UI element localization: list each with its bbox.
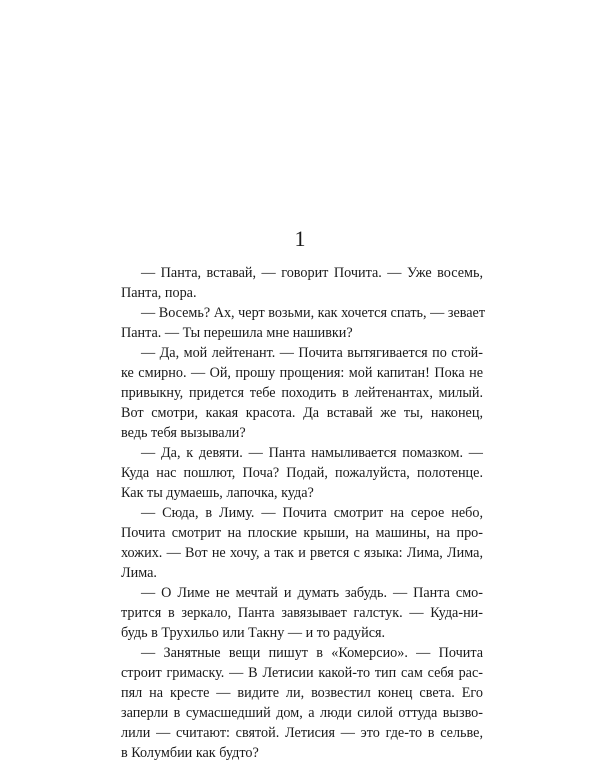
chapter-number: 1 xyxy=(294,226,306,251)
text-line: в Колумбии как будто? xyxy=(121,745,259,761)
text-line: трится в зеркало, Панта завязывает галстук. — Куда-ни- xyxy=(121,605,483,621)
text-line: Вот смотри, какая красота. Да вставай же ты, наконец, xyxy=(121,405,483,421)
text-line: — Восемь? Ах, черт возьми, как хочется спать, — зевает xyxy=(141,305,486,321)
text-line: — Занятные вещи пишут в «Комерсио». — Почита xyxy=(141,645,483,661)
text-line: Почита смотрит на плоские крыши, на машины, на про- xyxy=(121,525,483,541)
text-line: — Панта, вставай, — говорит Почита. — Уже восемь, xyxy=(141,265,483,281)
text-line: пял на кресте — видите ли, возвестил конец света. Его xyxy=(121,685,483,701)
text-line: — О Лиме не мечтай и думать забудь. — Панта смо- xyxy=(141,585,483,601)
text-line: будь в Трухильо или Такну — и то радуйся. xyxy=(121,625,386,641)
text-line: Как ты думаешь, лапочка, куда? xyxy=(121,485,314,501)
text-line: привыкну, придется тебе походить в лейтенантах, милый. xyxy=(121,385,483,401)
text-line: — Сюда, в Лиму. — Почита смотрит на серое небо, xyxy=(141,505,483,521)
text-line: ке смирно. — Ой, прошу прощения: мой капитан! Пока не xyxy=(121,365,483,381)
text-line: строит гримаску. — В Летисии какой-то тип сам себя рас- xyxy=(121,665,483,681)
text-line: Панта. — Ты перешила мне нашивки? xyxy=(121,325,353,341)
text-line: Лима. xyxy=(121,565,157,581)
text-line: Панта, пора. xyxy=(121,285,197,301)
text-line: заперли в сумасшедший дом, а люди силой оттуда вызво- xyxy=(121,705,483,721)
text-line: — Да, к девяти. — Панта намыливается помазком. — xyxy=(141,445,483,461)
text-line: ведь тебя вызывали? xyxy=(121,425,246,441)
text-line: хожих. — Вот не хочу, а так и рвется с языка: Лима, Лима, xyxy=(121,545,483,561)
text-line: лили — считают: святой. Летисия — это где-то в сельве, xyxy=(121,725,483,741)
text-line: Куда нас пошлют, Поча? Подай, пожалуйста, полотенце. xyxy=(121,465,483,481)
body-text xyxy=(121,263,486,763)
text-line: — Да, мой лейтенант. — Почита вытягивается по стой- xyxy=(141,345,483,361)
